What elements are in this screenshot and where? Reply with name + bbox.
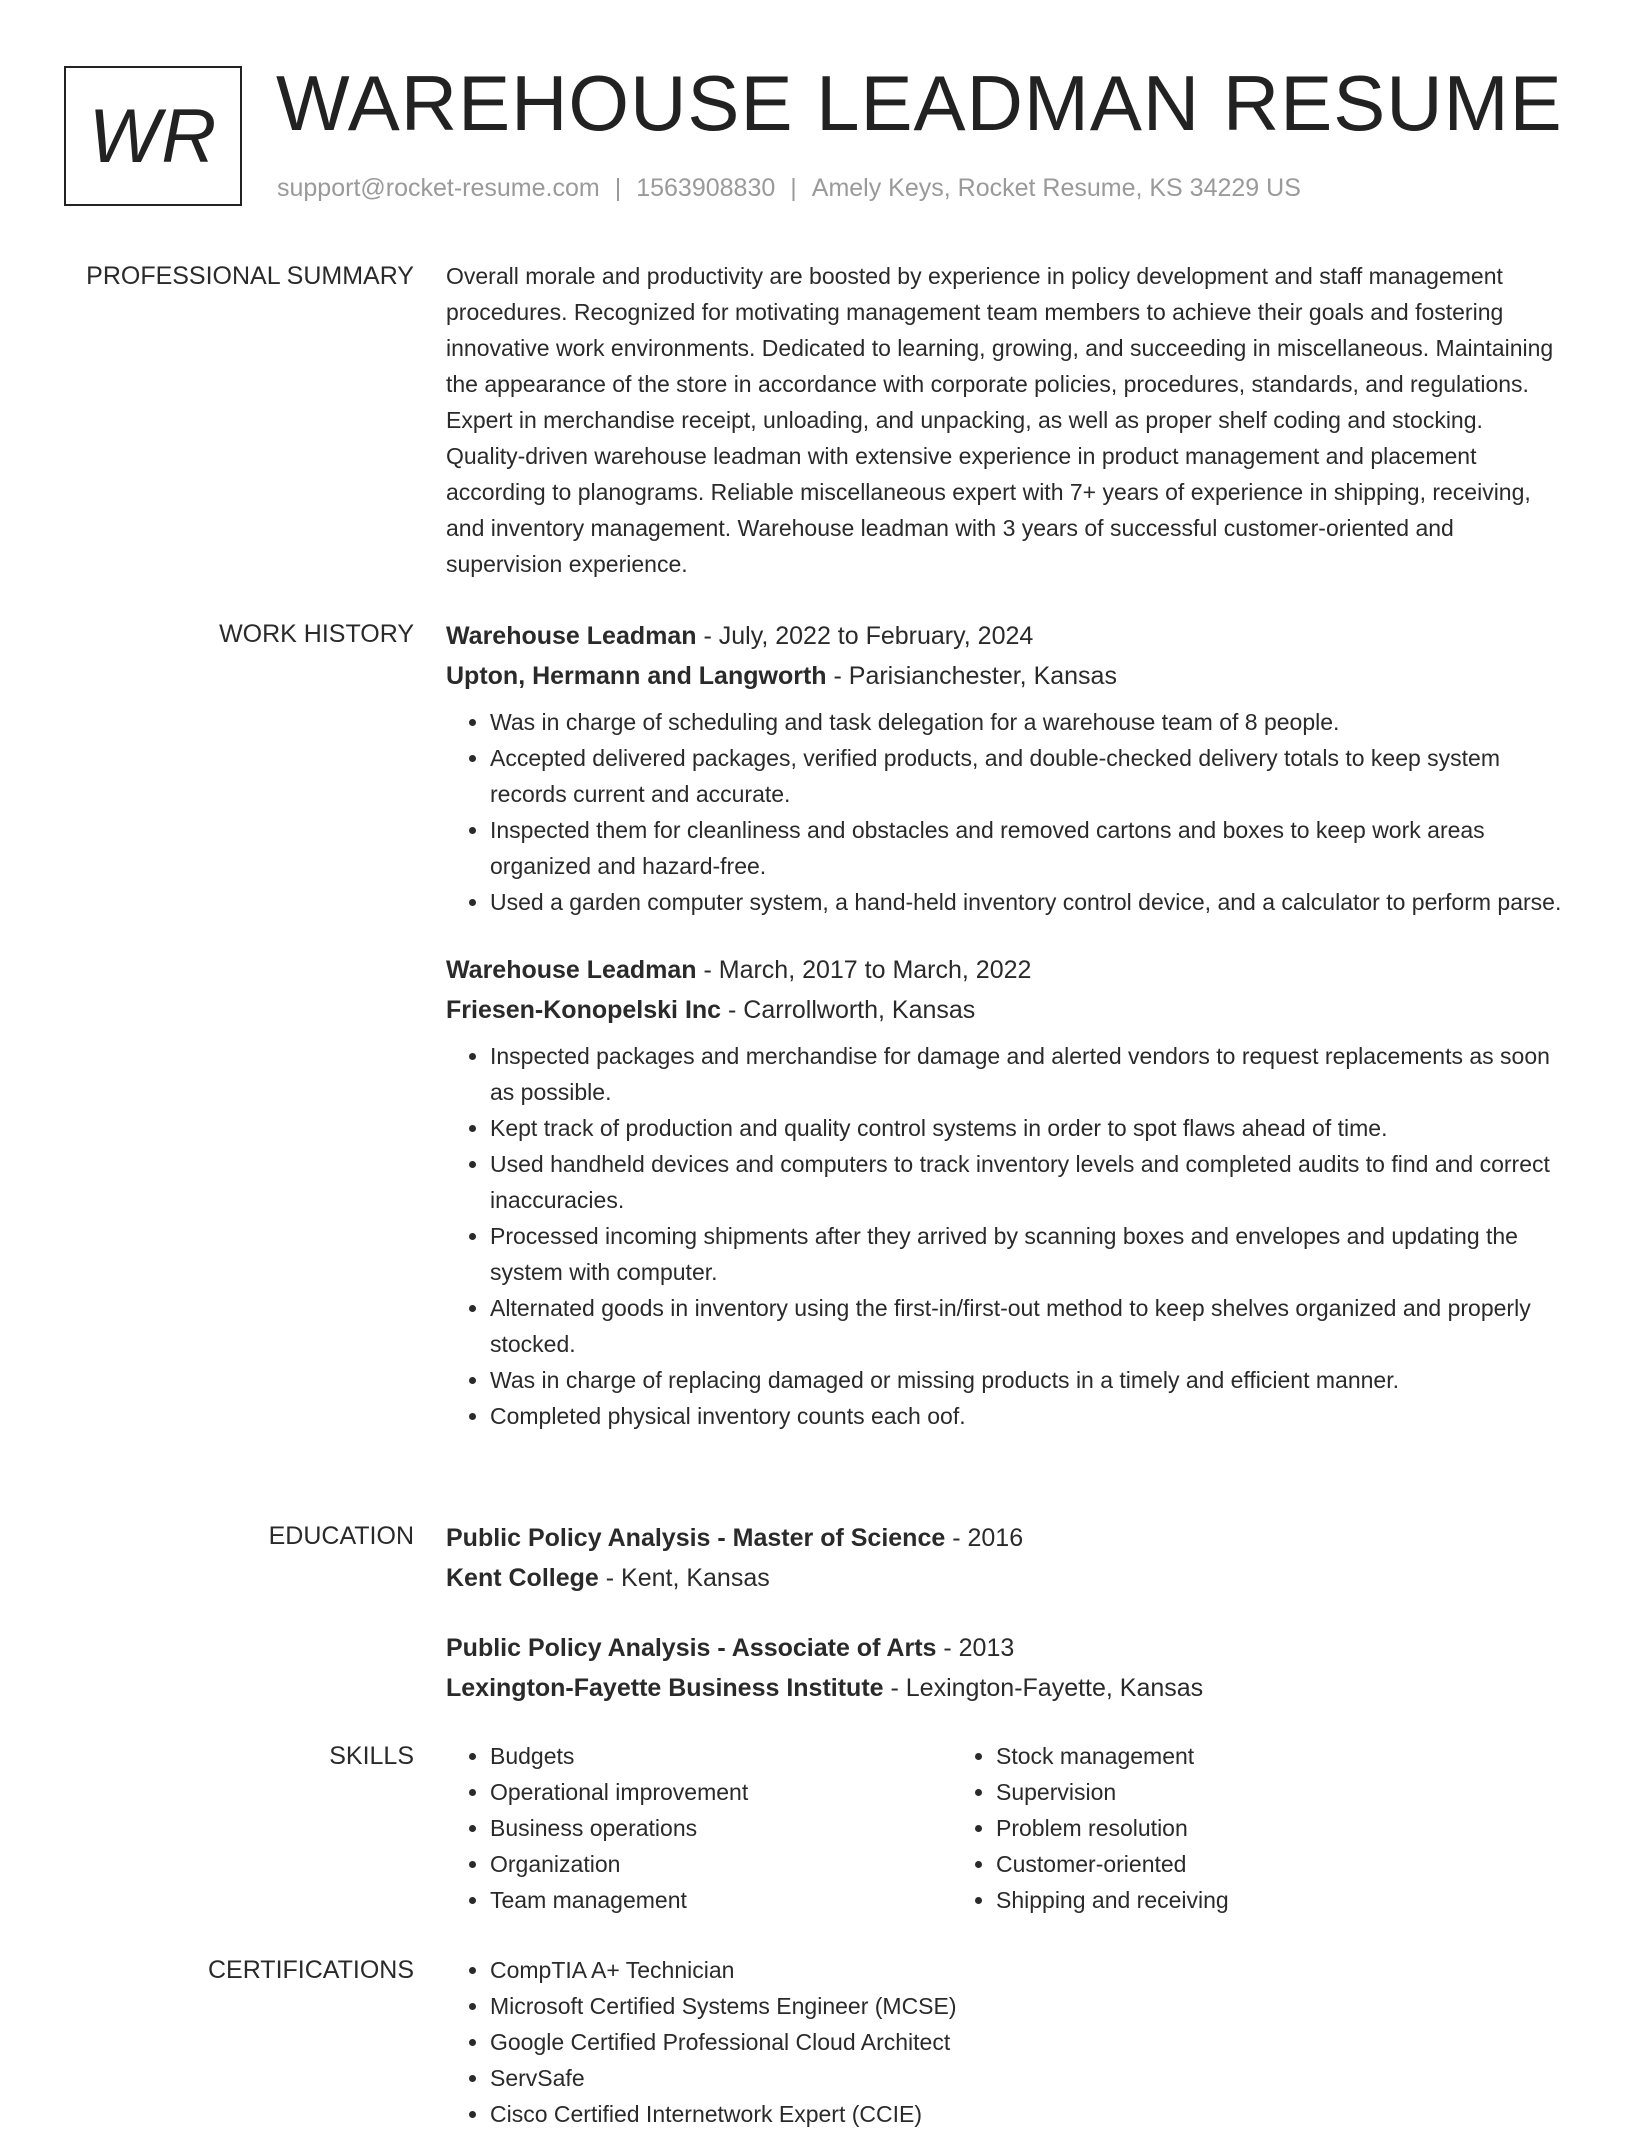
job-title-line <box>446 950 1566 990</box>
skill-item: • Organization <box>490 1846 952 1882</box>
education-year: - 2016 <box>945 1524 1024 1552</box>
certification-item: • ServSafe <box>490 2060 1566 2096</box>
job-bullet: • Used a garden computer system, a hand-held inventory control device, and a calculator to perform parse. <box>490 884 1566 920</box>
job-bullet: • Was in charge of replacing damaged or missing products in a timely and efficient manner. <box>490 1362 1566 1398</box>
section-label-skills: SKILLS <box>329 1742 414 1770</box>
job-entry <box>446 950 1566 1434</box>
job-bullet: • Completed physical inventory counts each oof. <box>490 1398 1566 1434</box>
job-dates: - March, 2017 to March, 2022 <box>696 956 1032 984</box>
education-degree-line <box>446 1628 1566 1668</box>
job-dates: - July, 2022 to February, 2024 <box>696 622 1034 650</box>
certifications-list <box>446 1952 1566 2132</box>
job-title: Warehouse Leadman <box>446 622 697 650</box>
certification-item: • Google Certified Professional Cloud Architect <box>490 2024 1566 2060</box>
education-location: - Kent, Kansas <box>598 1564 770 1592</box>
job-bullet: • Used handheld devices and computers to track inventory levels and completed audits to find and correct inaccuracies. <box>490 1146 1566 1218</box>
education-year: - 2013 <box>936 1634 1015 1662</box>
job-bullet: • Accepted delivered packages, verified products, and double-checked delivery totals to keep system records current and accurate. <box>490 740 1566 812</box>
skills-list-right <box>952 1738 1458 1918</box>
job-bullet: • Processed incoming shipments after they arrived by scanning boxes and envelopes and updating the system with computer. <box>490 1218 1566 1290</box>
certification-item: • CompTIA A+ Technician <box>490 1952 1566 1988</box>
skill-item: • Shipping and receiving <box>996 1882 1458 1918</box>
job-company-line <box>446 990 1566 1030</box>
job-company: Friesen-Konopelski Inc <box>446 996 722 1024</box>
summary-text: Overall morale and productivity are boosted by experience in policy development and staff management procedures. Recognized for motivating management team members to achieve their goals and fostering innovative work environments. Dedicated to learning, growing, and succeeding in miscellaneous. Maintaining the appearance of the store in accordance with corporate policies, procedures, standards, and regulations. Expert in merchandise receipt, unloading, and unpacking, as well as proper shelf coding and stocking. Quality-driven warehouse leadman with extensive experience in product management and placement according to planograms. Reliable miscellaneous expert with 7+ years of experience in shipping, receiving, and inventory management. Warehouse leadman with 3 years of successful customer-oriented and supervision experience. <box>446 263 1554 577</box>
education-entry <box>446 1518 1566 1598</box>
job-entry <box>446 616 1566 920</box>
education-degree: Public Policy Analysis - Master of Science <box>446 1524 946 1552</box>
skill-item: • Customer-oriented <box>996 1846 1458 1882</box>
job-title-line <box>446 616 1566 656</box>
education-degree-line <box>446 1518 1566 1558</box>
contact-email: support@rocket-resume.com <box>277 174 600 202</box>
job-location: - Carrollworth, Kansas <box>721 996 976 1024</box>
job-bullets <box>446 704 1566 920</box>
skill-item: • Problem resolution <box>996 1810 1458 1846</box>
job-bullet: • Inspected them for cleanliness and obstacles and removed cartons and boxes to keep work areas organized and hazard-free. <box>490 812 1566 884</box>
skill-item: • Stock management <box>996 1738 1458 1774</box>
monogram-box <box>64 66 242 206</box>
education-degree: Public Policy Analysis - Associate of Arts <box>446 1634 937 1662</box>
skill-item: • Business operations <box>490 1810 952 1846</box>
job-title: Warehouse Leadman <box>446 956 697 984</box>
job-location: - Parisianchester, Kansas <box>826 662 1117 690</box>
contact-separator: | <box>614 174 622 202</box>
certification-item: • Microsoft Certified Systems Engineer (MCSE) <box>490 1988 1566 2024</box>
section-label-summary: PROFESSIONAL SUMMARY <box>86 262 414 290</box>
contact-line <box>277 174 1301 203</box>
skills-list-left <box>446 1738 952 1918</box>
certification-item: • Cisco Certified Internetwork Expert (CCIE) <box>490 2096 1566 2132</box>
section-label-education: EDUCATION <box>268 1522 414 1550</box>
section-label-work: WORK HISTORY <box>219 620 414 648</box>
education-school-line <box>446 1558 1566 1598</box>
contact-phone: 1563908830 <box>636 174 776 202</box>
skill-item: • Operational improvement <box>490 1774 952 1810</box>
education-school: Kent College <box>446 1564 599 1592</box>
monogram-initials: WR <box>88 93 218 179</box>
job-bullet: • Alternated goods in inventory using the first-in/first-out method to keep shelves organized and properly stocked. <box>490 1290 1566 1362</box>
job-company-line <box>446 656 1566 696</box>
education-school-line <box>446 1668 1566 1708</box>
education-location: - Lexington-Fayette, Kansas <box>883 1674 1204 1702</box>
skills-columns <box>446 1738 1566 1918</box>
skill-item: • Supervision <box>996 1774 1458 1810</box>
section-label-certifications: CERTIFICATIONS <box>207 1956 414 1984</box>
contact-address: Amely Keys, Rocket Resume, KS 34229 US <box>811 174 1301 202</box>
job-bullet: • Kept track of production and quality control systems in order to spot flaws ahead of time. <box>490 1110 1566 1146</box>
contact-separator: | <box>790 174 797 202</box>
job-bullets <box>446 1038 1566 1434</box>
education-entry <box>446 1628 1566 1708</box>
skill-item: • Team management <box>490 1882 952 1918</box>
job-bullet: • Was in charge of scheduling and task delegation for a warehouse team of 8 people. <box>490 704 1566 740</box>
job-bullet: • Inspected packages and merchandise for damage and alerted vendors to request replacements as soon as possible. <box>490 1038 1566 1110</box>
resume-title: WAREHOUSE LEADMAN RESUME <box>276 59 1563 147</box>
education-school: Lexington-Fayette Business Institute <box>446 1674 884 1702</box>
skill-item: • Budgets <box>490 1738 952 1774</box>
job-company: Upton, Hermann and Langworth <box>446 662 827 690</box>
